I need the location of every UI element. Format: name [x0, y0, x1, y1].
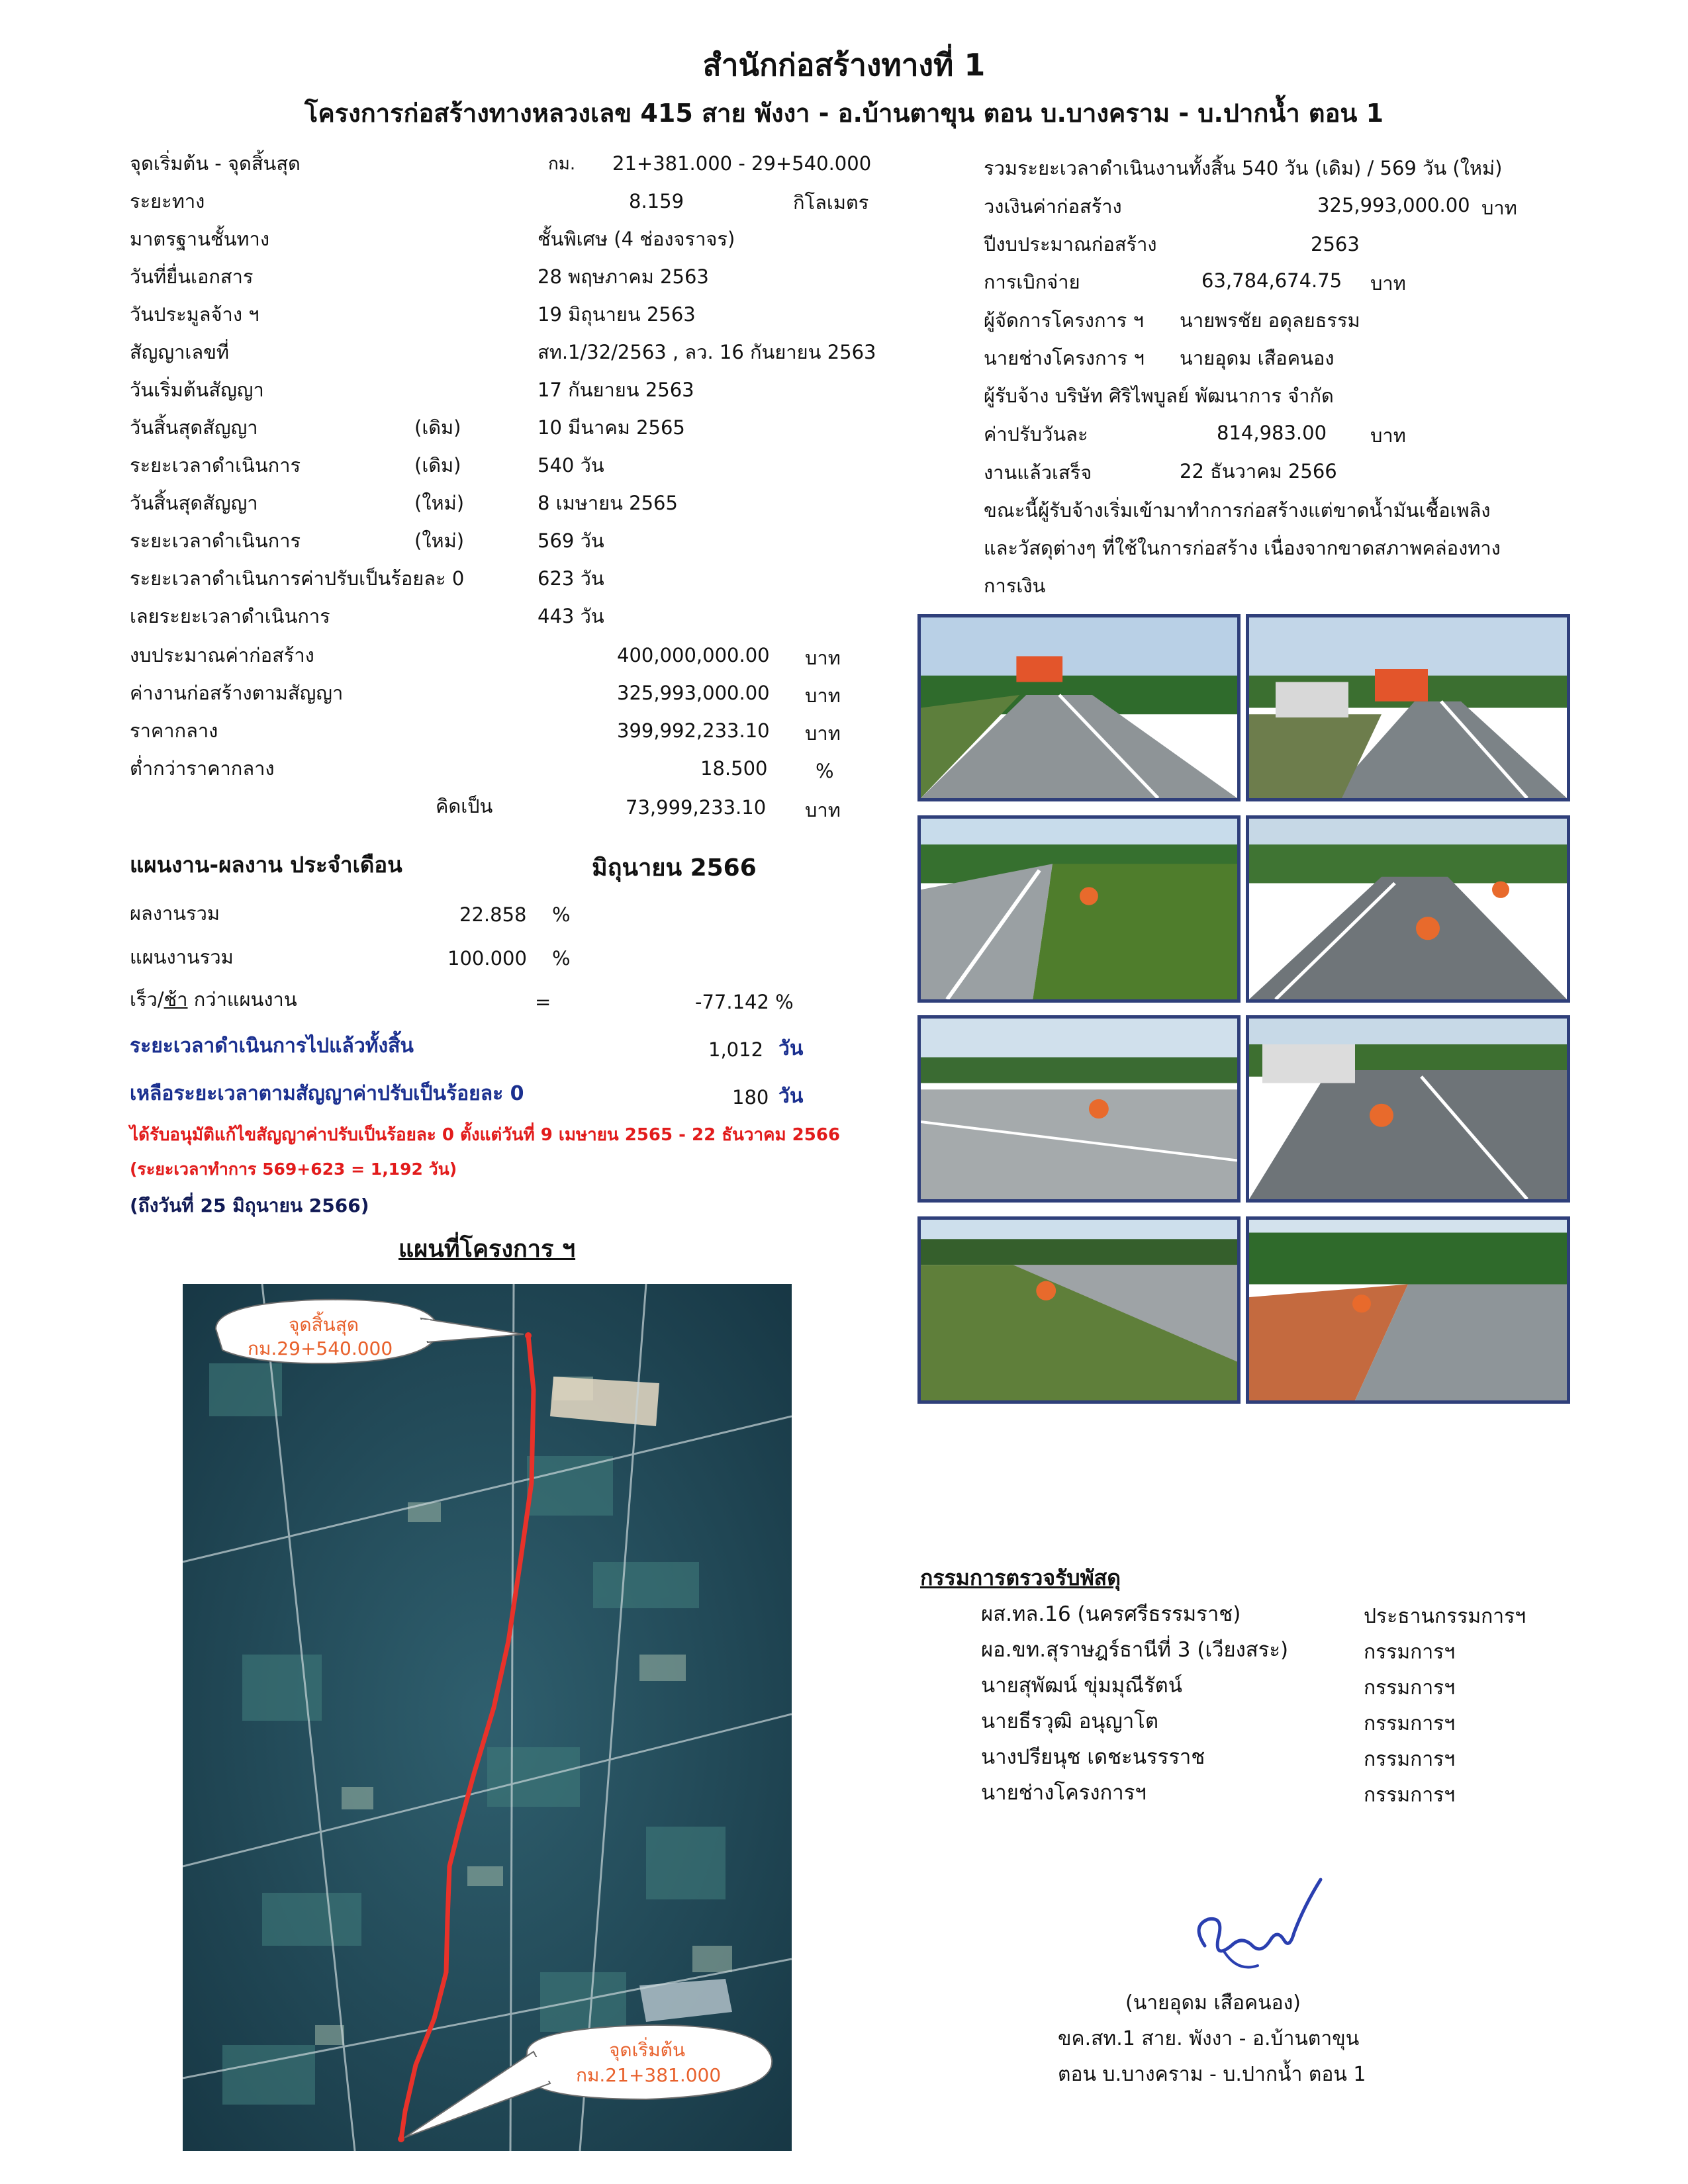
project-title: โครงการก่อสร้างทางหลวงเลข 415 สาย พังงา - อ.บ้านตาขุน ตอน บ.บางคราม - บ.ปากน้ำ ตอน 1: [304, 99, 1384, 128]
diff-label-rest: กว่าแผนงาน: [187, 988, 297, 1011]
diff-label-slow: ช้า: [164, 988, 188, 1011]
info-label: วันประมูลจ้าง ฯ: [130, 303, 259, 326]
budget-value: 325,993,000.00: [1317, 194, 1470, 216]
actual-label: ผลงานรวม: [130, 902, 220, 925]
info-value: ชั้นพิเศษ (4 ช่องจราจร): [538, 228, 735, 250]
satellite-map-image: [183, 1284, 792, 2151]
diff-label-fast: เร็ว/: [130, 988, 164, 1011]
money-label: ต่ำกว่าราคากลาง: [130, 757, 275, 780]
info-label: วันที่ยื่นเอกสาร: [130, 265, 254, 288]
fine-unit: บาท: [1370, 424, 1406, 447]
paid-value: 63,784,674.75: [1201, 269, 1342, 292]
actual-value: 22.858: [459, 903, 527, 926]
money-unit: บาท: [805, 684, 841, 707]
money-unit: บาท: [805, 647, 841, 669]
committee-member-name: นางปรียนุช เดชะนรรราช: [981, 1745, 1205, 1769]
progress-title: แผนงาน-ผลงาน ประจำเดือน: [130, 852, 402, 878]
site-photo: [917, 1216, 1241, 1404]
road-photo-image: [1249, 1019, 1567, 1199]
info-label: วันสิ้นสุดสัญญา: [130, 416, 258, 439]
money-value: 325,993,000.00: [617, 682, 770, 704]
end-point-km: กม.29+540.000: [248, 1338, 393, 1359]
fine-value: 814,983.00: [1217, 422, 1327, 444]
remain-label: เหลือระยะเวลาตามสัญญาค่าปรับเป็นร้อยละ 0: [130, 1082, 524, 1105]
site-photo: [1246, 1015, 1570, 1203]
info-value: สท.1/32/2563 , ลว. 16 กันยายน 2563: [538, 341, 876, 363]
project-map: [183, 1284, 792, 2151]
signer-position: ตอน บ.บางคราม - บ.ปากน้ำ ตอน 1: [1058, 2063, 1366, 2086]
plan-unit: %: [552, 947, 571, 970]
road-photo-image: [1249, 819, 1567, 999]
engineer-label: นายช่างโครงการ ฯ: [984, 347, 1145, 369]
duration-text: รวมระยะเวลาดำเนินงานทั้งสิ้น 540 วัน (เดิม) / 569 วัน (ใหม่): [984, 157, 1503, 179]
road-photo-image: [921, 819, 1237, 999]
money-label: ค่างานก่อสร้างตามสัญญา: [130, 682, 344, 704]
info-value: 21+381.000 - 29+540.000: [612, 152, 872, 175]
budget-label: วงเงินค่าก่อสร้าง: [984, 195, 1122, 218]
info-value: 10 มีนาคม 2565: [538, 416, 685, 439]
road-photo-image: [921, 1220, 1237, 1400]
info-label: จุดเริ่มต้น - จุดสิ้นสุด: [130, 152, 301, 175]
diff-value: -77.142 %: [695, 991, 794, 1013]
site-photo: [1246, 614, 1570, 801]
money-value: 399,992,233.10: [617, 719, 770, 742]
info-value: 623 วัน: [538, 567, 604, 590]
info-note: (ใหม่): [414, 492, 465, 514]
elapsed-label: ระยะเวลาดำเนินการไปแล้วทั้งสิ้น: [130, 1034, 414, 1058]
plan-value: 100.000: [447, 947, 527, 970]
done-label: งานแล้วเสร็จ: [984, 461, 1092, 484]
year-value: 2563: [1311, 233, 1360, 255]
road-photo-image: [1249, 617, 1567, 798]
diff-equals: =: [535, 991, 551, 1013]
done-value: 22 ธันวาคม 2566: [1180, 460, 1337, 482]
handwritten-signature: [1178, 1866, 1337, 1985]
remark-line: การเงิน: [984, 574, 1046, 597]
info-label: ระยะเวลาดำเนินการ: [130, 529, 301, 552]
money-value: 18.500: [700, 757, 768, 780]
remark-line: ขณะนี้ผู้รับจ้างเริ่มเข้ามาทำการก่อสร้างแต่ขาดน้ำมันเชื้อเพลิง: [984, 499, 1491, 522]
road-photo-image: [921, 617, 1237, 798]
info-label: มาตรฐานชั้นทาง: [130, 228, 269, 250]
progress-month: มิถุนายน 2566: [592, 854, 757, 882]
info-note: (เดิม): [414, 416, 461, 439]
period-note: (ระยะเวลาทำการ 569+623 = 1,192 วัน): [130, 1160, 457, 1179]
contractor-text: ผู้รับจ้าง บริษัท ศิริไพบูลย์ พัฒนาการ จำกัด: [984, 385, 1334, 407]
money-unit: บาท: [805, 722, 841, 745]
year-label: ปีงบประมาณก่อสร้าง: [984, 233, 1157, 255]
manager-label: ผู้จัดการโครงการ ฯ: [984, 309, 1144, 332]
as-of-date: (ถึงวันที่ 25 มิถุนายน 2566): [130, 1195, 369, 1216]
site-photo: [1246, 1216, 1570, 1404]
committee-member-name: ผอ.ขท.สุราษฎร์ธานีที่ 3 (เวียงสระ): [981, 1638, 1289, 1662]
info-label: ระยะเวลาดำเนินการ: [130, 454, 301, 477]
info-label: วันสิ้นสุดสัญญา: [130, 492, 258, 514]
committee-member-role: กรรมการฯ: [1364, 1676, 1456, 1700]
info-value: 17 กันยายน 2563: [538, 379, 694, 401]
map-title: แผนที่โครงการ ฯ: [399, 1236, 576, 1263]
committee-member-role: กรรมการฯ: [1364, 1784, 1456, 1807]
remark-line: และวัสดุต่างๆ ที่ใช้ในการก่อสร้าง เนื่องจากขาดสภาพคล่องทาง: [984, 537, 1501, 559]
committee-member-name: นายธีรวุฒิ อนุญาโต: [981, 1709, 1159, 1733]
actual-unit: %: [552, 903, 571, 926]
info-value: 540 วัน: [538, 454, 604, 477]
money-label: ราคากลาง: [130, 719, 218, 742]
approval-note: ได้รับอนุมัติแก้ไขสัญญาค่าปรับเป็นร้อยละ 0 ตั้งแต่วันที่ 9 เมษายน 2565 - 22 ธันวาคม 2566: [130, 1125, 841, 1145]
money-unit: บาท: [805, 799, 841, 821]
office-title: สำนักก่อสร้างทางที่ 1: [702, 47, 986, 83]
road-photo-image: [1249, 1220, 1567, 1400]
info-label: สัญญาเลขที่: [130, 341, 230, 363]
committee-title: กรรมการตรวจรับพัสดุ: [920, 1565, 1121, 1590]
site-photo: [917, 815, 1241, 1003]
info-value: 19 มิถุนายน 2563: [538, 303, 696, 326]
info-label: ระยะทาง: [130, 190, 205, 212]
site-photo: [917, 614, 1241, 801]
committee-member-role: กรรมการฯ: [1364, 1712, 1456, 1735]
elapsed-value: 1,012: [708, 1038, 764, 1061]
info-unit: กม.: [548, 154, 576, 174]
info-value: 8.159: [629, 190, 684, 212]
site-photo: [917, 1015, 1241, 1203]
money-value: 400,000,000.00: [617, 644, 770, 666]
site-photo: [1246, 815, 1570, 1003]
committee-member-role: ประธานกรรมการฯ: [1364, 1605, 1526, 1628]
money-label: คิดเป็น: [436, 795, 493, 817]
committee-member-name: นายสุพัฒน์ ขุ่มมุณีรัตน์: [981, 1674, 1182, 1698]
info-value: 569 วัน: [538, 529, 604, 552]
start-point-label: จุดเริ่มต้น: [609, 2039, 685, 2061]
start-point-km: กม.21+381.000: [576, 2064, 722, 2086]
manager-name: นายพรชัย อดุลยธรรม: [1180, 309, 1360, 332]
paid-label: การเบิกจ่าย: [984, 271, 1080, 293]
end-point-label: จุดสิ้นสุด: [289, 1314, 359, 1336]
money-label: งบประมาณค่าก่อสร้าง: [130, 644, 314, 666]
engineer-name: นายอุดม เสือคนอง: [1180, 347, 1335, 369]
info-value: 28 พฤษภาคม 2563: [538, 265, 709, 288]
info-unit: กิโลเมตร: [793, 191, 869, 214]
info-label: วันเริ่มต้นสัญญา: [130, 379, 264, 401]
money-unit: %: [816, 760, 834, 782]
info-note: (ใหม่): [414, 529, 465, 552]
info-label: เลยระยะเวลาดำเนินการ: [130, 605, 330, 627]
remain-value: 180: [732, 1086, 769, 1109]
info-label: ระยะเวลาดำเนินการค่าปรับเป็นร้อยละ 0: [130, 567, 465, 590]
committee-member-name: ผส.ทล.16 (นครศรีธรรมราช): [981, 1602, 1241, 1626]
remain-unit: วัน: [778, 1085, 804, 1108]
fine-label: ค่าปรับวันละ: [984, 423, 1088, 445]
committee-member-role: กรรมการฯ: [1364, 1641, 1456, 1664]
committee-member-name: นายช่างโครงการฯ: [981, 1781, 1147, 1805]
signer-position: ขค.สท.1 สาย. พังงา - อ.บ้านตาขุน: [1058, 2027, 1360, 2050]
paid-unit: บาท: [1370, 272, 1406, 295]
plan-label: แผนงานรวม: [130, 946, 234, 968]
diff-label: [130, 990, 297, 1009]
budget-unit: บาท: [1481, 197, 1517, 219]
elapsed-unit: วัน: [778, 1037, 804, 1060]
signer-name: (นายอุดม เสือคนอง): [1125, 1991, 1301, 2015]
road-photo-image: [921, 1019, 1237, 1199]
money-value: 73,999,233.10: [626, 796, 767, 819]
info-value: 8 เมษายน 2565: [538, 492, 678, 514]
info-note: (เดิม): [414, 454, 461, 477]
committee-member-role: กรรมการฯ: [1364, 1748, 1456, 1771]
info-value: 443 วัน: [538, 605, 604, 627]
